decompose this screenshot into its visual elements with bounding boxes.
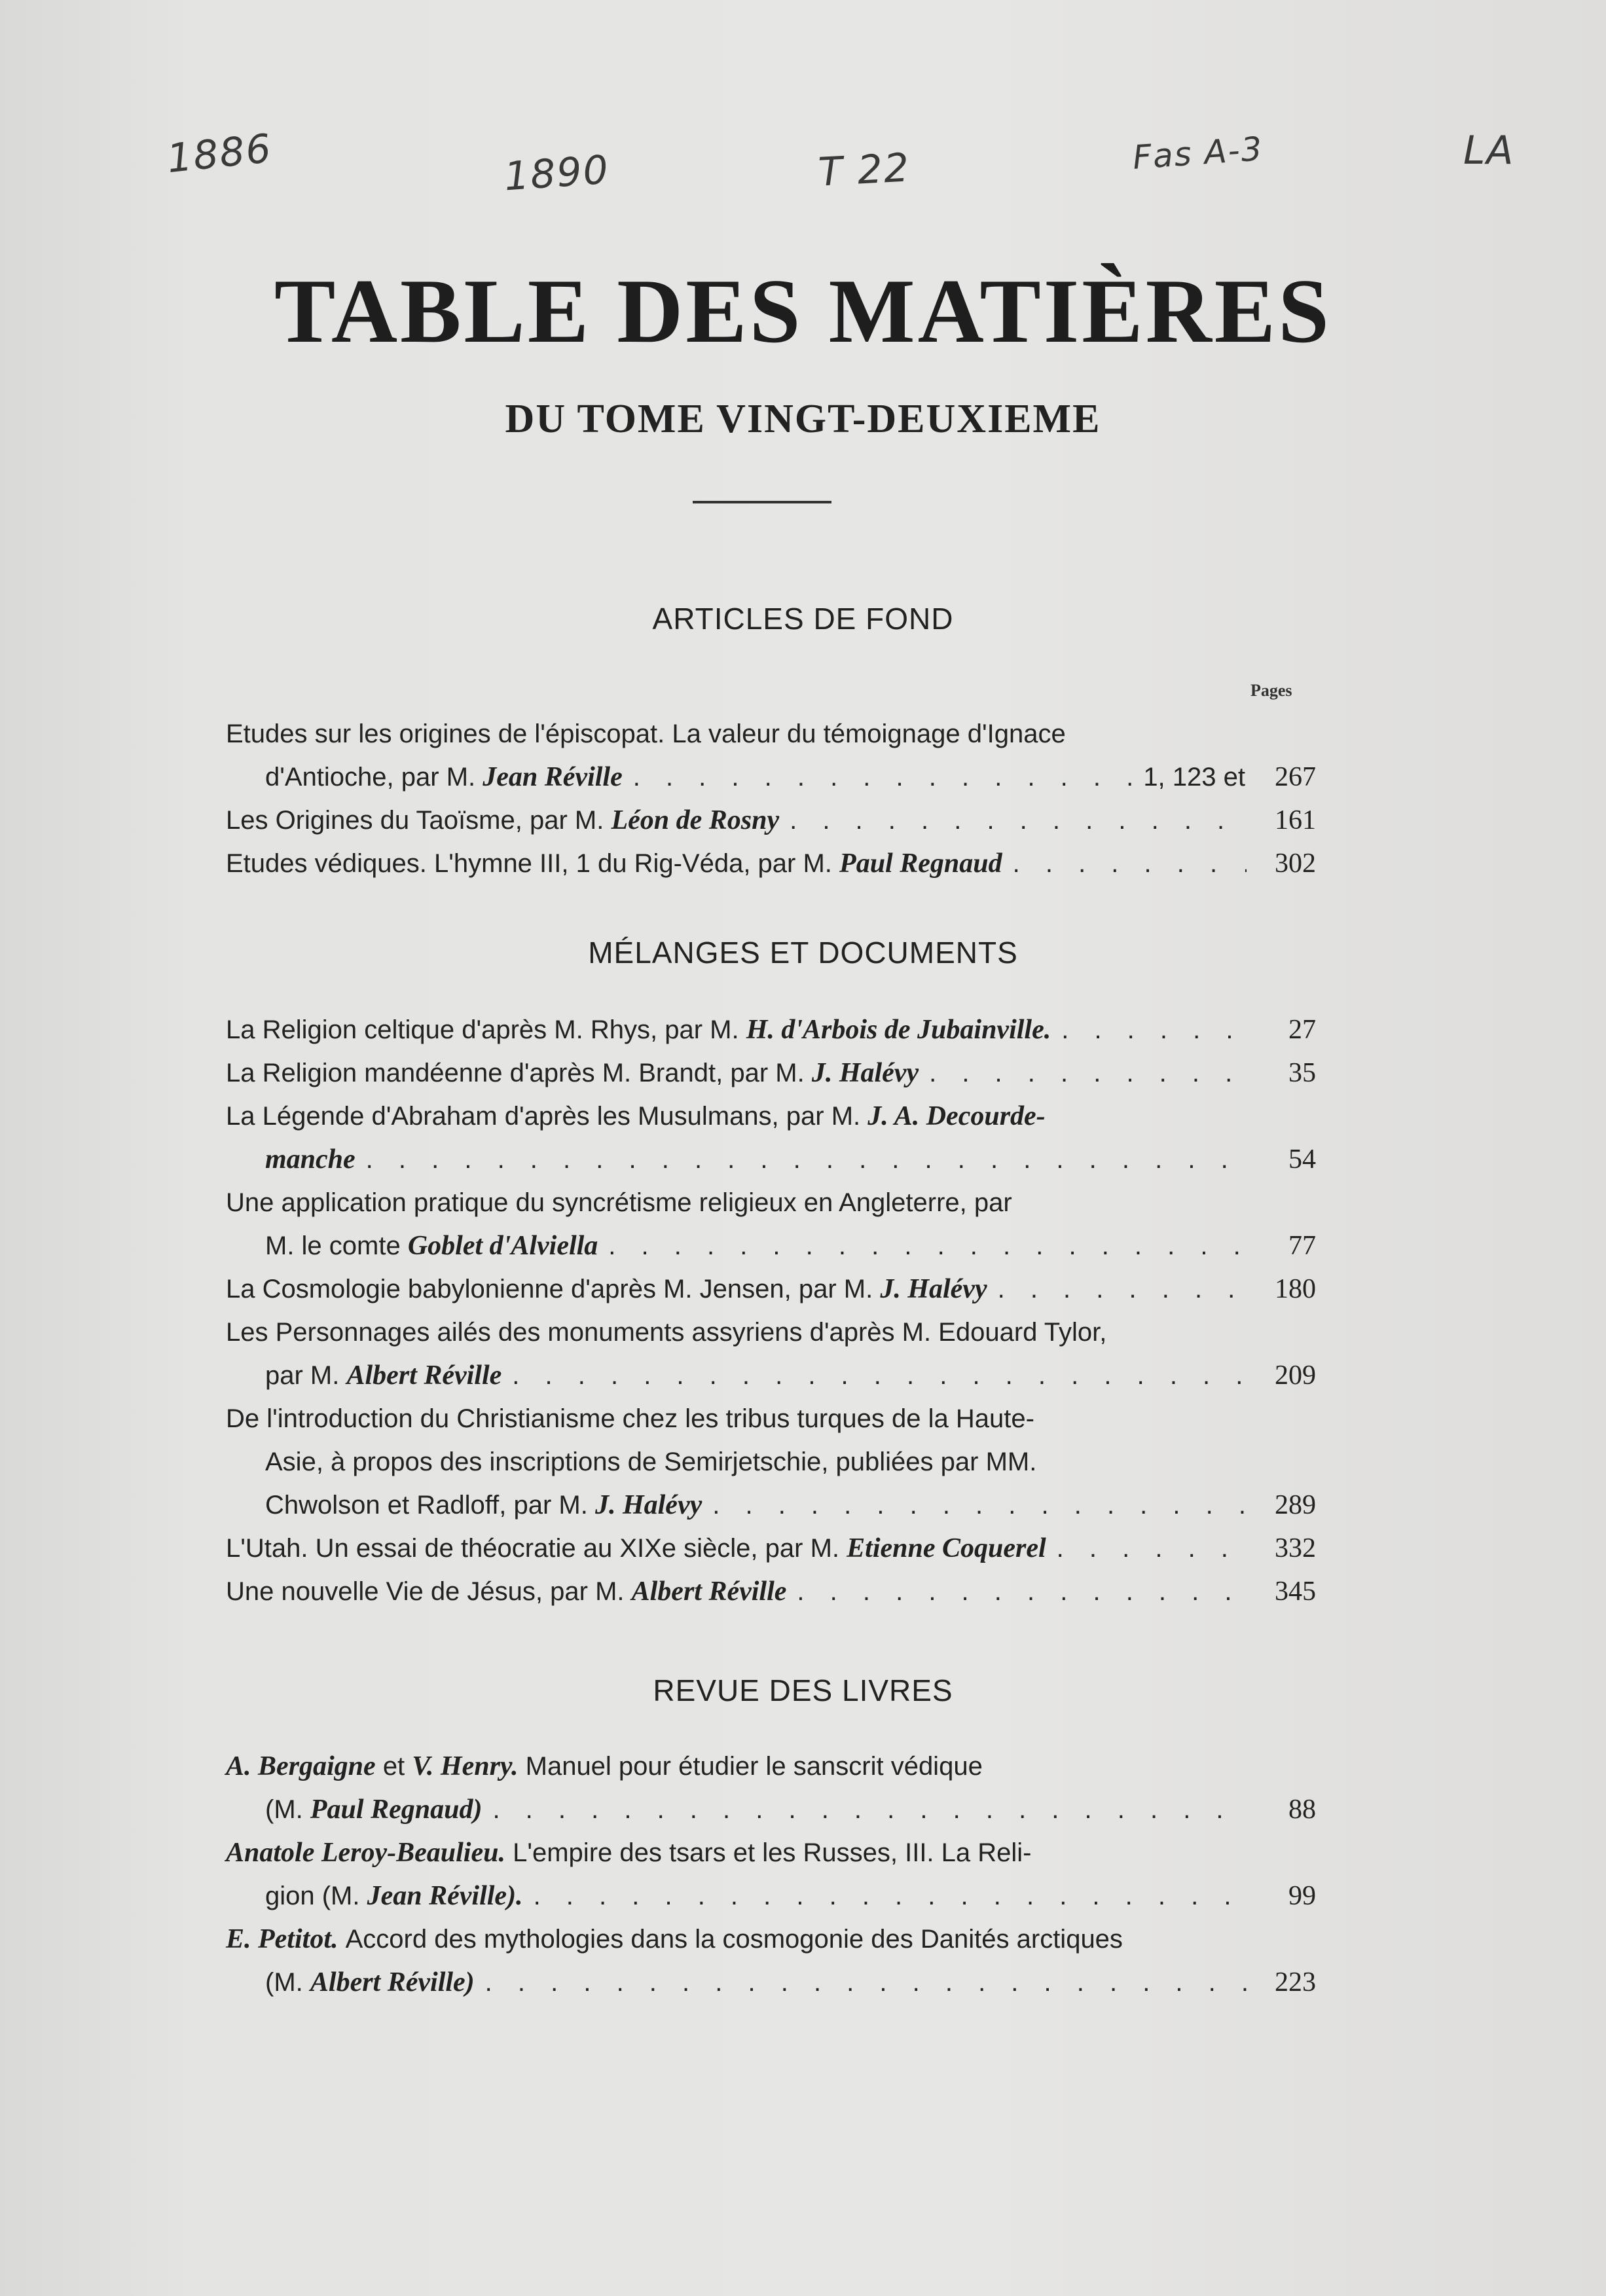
entry-title: L'Utah. Un essai de théocratie au XIXe siècle, par M. xyxy=(226,1534,840,1563)
page-subtitle: DU TOME VINGT-DEUXIEME xyxy=(505,397,1101,441)
entry-page-number: 332 xyxy=(1275,1533,1316,1563)
toc-entry xyxy=(226,1181,1316,1267)
entry-line xyxy=(226,1008,1316,1051)
toc-entry xyxy=(226,799,1316,842)
entry-title: La Légende d'Abraham d'après les Musulmans, par M. xyxy=(226,1102,861,1131)
entry-book-author: A. Bergaigne xyxy=(226,1751,376,1781)
entry-title: Etudes sur les origines de l'épiscopat. La valeur du témoignage d'Ignace xyxy=(226,720,1066,748)
entry-line xyxy=(226,1918,1316,1961)
entry-book-author: E. Petitot. xyxy=(226,1924,338,1954)
toc-entry xyxy=(226,1745,1316,1831)
entry-line xyxy=(226,1570,1316,1613)
entry-author: Jean Réville xyxy=(483,762,623,792)
toc-entry xyxy=(226,842,1316,885)
handwritten-note-2: 1890 xyxy=(502,147,611,200)
entry-conjunction: et xyxy=(382,1752,405,1781)
entry-line xyxy=(226,756,1316,799)
entry-line xyxy=(226,1267,1316,1311)
dot-leader xyxy=(790,799,1247,842)
entry-title: De l'introduction du Christianisme chez les tribus turques de la Haute- xyxy=(226,1404,1034,1433)
dot-leader xyxy=(1013,842,1247,885)
entry-title: Une application pratique du syncrétisme religieux en Angleterre, par xyxy=(226,1188,1012,1217)
entry-line xyxy=(226,1224,1316,1267)
entry-text: Asie, à propos des inscriptions de Semirjetschie, publiées par MM. xyxy=(265,1448,1037,1476)
handwritten-note-1: 1886 xyxy=(164,125,274,183)
dot-leader xyxy=(998,1267,1247,1311)
dot-leader xyxy=(534,1874,1247,1918)
articles-list xyxy=(226,712,1316,885)
entry-book-author: V. Henry. xyxy=(412,1751,519,1781)
entry-text: d'Antioche, par M. xyxy=(265,763,476,792)
entry-reviewer: Jean Réville). xyxy=(367,1881,523,1911)
entry-page-number: 302 xyxy=(1275,848,1316,879)
entry-line xyxy=(226,1484,1316,1527)
entry-page-number: 267 xyxy=(1275,762,1316,792)
entry-author: Albert Réville xyxy=(346,1360,502,1391)
toc-entry xyxy=(226,1267,1316,1311)
dot-leader xyxy=(712,1484,1247,1527)
section-title-revue: REVUE DES LIVRES xyxy=(653,1673,953,1707)
section-title-melanges: MÉLANGES ET DOCUMENTS xyxy=(588,936,1018,970)
entry-title: La Religion mandéenne d'après M. Brandt, par M. xyxy=(226,1059,805,1087)
entry-line xyxy=(226,1788,1316,1831)
entry-text: par M. xyxy=(265,1361,340,1390)
entry-line xyxy=(226,712,1316,756)
dot-leader xyxy=(366,1138,1247,1181)
entry-line xyxy=(226,1961,1316,2004)
toc-entry xyxy=(226,1397,1316,1527)
entry-title: Les Origines du Taoïsme, par M. xyxy=(226,806,604,835)
entry-page-number: 54 xyxy=(1288,1144,1316,1175)
entry-text: gion (M. xyxy=(265,1882,360,1910)
entry-author: J. Halévy xyxy=(594,1490,703,1520)
entry-line xyxy=(226,1874,1316,1918)
handwritten-note-4: Fas A-3 xyxy=(1131,130,1265,177)
entry-page-number: 99 xyxy=(1288,1881,1316,1911)
toc-entry xyxy=(226,1051,1316,1095)
entry-title: Manuel pour étudier le sanscrit védique xyxy=(525,1752,983,1781)
entry-author: manche xyxy=(265,1144,356,1175)
dot-leader xyxy=(797,1570,1247,1613)
entry-page-number: 289 xyxy=(1275,1490,1316,1520)
entry-line xyxy=(226,1745,1316,1788)
entry-reviewer: Paul Regnaud) xyxy=(310,1795,483,1825)
entry-line xyxy=(226,1311,1316,1354)
entry-page-number: 35 xyxy=(1288,1058,1316,1088)
entry-title: Accord des mythologies dans la cosmogonie des Danités arctiques xyxy=(345,1925,1123,1954)
revue-list xyxy=(226,1745,1316,2004)
handwritten-note-3: T 22 xyxy=(817,145,911,196)
entry-title: La Cosmologie babylonienne d'après M. Jensen, par M. xyxy=(226,1275,873,1303)
toc-entry xyxy=(226,1570,1316,1613)
title-divider xyxy=(693,501,831,503)
entry-page-number: 209 xyxy=(1275,1360,1316,1391)
entry-author: J. Halévy xyxy=(880,1274,987,1304)
entry-page-number: 345 xyxy=(1275,1576,1316,1607)
toc-entry xyxy=(226,1311,1316,1397)
toc-entry xyxy=(226,712,1316,799)
entry-line xyxy=(226,1354,1316,1397)
entry-author: Albert Réville xyxy=(631,1576,787,1607)
dot-leader xyxy=(929,1051,1247,1095)
entry-text: M. le comte xyxy=(265,1231,401,1260)
dot-leader xyxy=(608,1224,1247,1267)
entry-title: Les Personnages ailés des monuments assyriens d'après M. Edouard Tylor, xyxy=(226,1318,1107,1347)
entry-page-number: 27 xyxy=(1288,1015,1316,1045)
entry-author: Paul Regnaud xyxy=(839,848,1002,879)
entry-line xyxy=(226,1527,1316,1570)
entry-author: H. d'Arbois de Jubainville. xyxy=(746,1015,1051,1045)
entry-line xyxy=(226,1051,1316,1095)
entry-page-number: 180 xyxy=(1275,1274,1316,1304)
dot-leader xyxy=(492,1788,1247,1831)
entry-line xyxy=(226,799,1316,842)
page-title: TABLE DES MATIÈRES xyxy=(274,261,1332,362)
entry-text: Chwolson et Radloff, par M. xyxy=(265,1491,588,1520)
dot-leader xyxy=(633,756,1133,799)
entry-title: L'empire des tsars et les Russes, III. La Reli- xyxy=(513,1838,1032,1867)
entry-page-number: 77 xyxy=(1288,1231,1316,1261)
toc-entry xyxy=(226,1008,1316,1051)
entry-line xyxy=(226,1181,1316,1224)
dot-leader xyxy=(1057,1527,1247,1570)
entry-line xyxy=(226,1095,1316,1138)
entry-page-number: 88 xyxy=(1288,1795,1316,1825)
entry-line xyxy=(226,1138,1316,1181)
entry-line xyxy=(226,1397,1316,1440)
entry-line xyxy=(226,842,1316,885)
entry-title: Une nouvelle Vie de Jésus, par M. xyxy=(226,1577,625,1606)
dot-leader xyxy=(1061,1008,1247,1051)
handwritten-note-5: LA xyxy=(1463,128,1515,173)
entry-title: Etudes védiques. L'hymne III, 1 du Rig-Véda, par M. xyxy=(226,849,832,878)
entry-author: J. Halévy xyxy=(811,1058,919,1088)
entry-reviewer: Albert Réville) xyxy=(310,1967,475,1997)
pages-column-label: Pages xyxy=(1250,681,1292,700)
toc-entry xyxy=(226,1831,1316,1918)
section-title-articles: ARTICLES DE FOND xyxy=(652,602,954,636)
entry-author: Léon de Rosny xyxy=(611,805,780,835)
entry-book-author: Anatole Leroy-Beaulieu. xyxy=(226,1838,505,1868)
entry-text: (M. xyxy=(265,1795,303,1824)
entry-author: Etienne Coquerel xyxy=(847,1533,1046,1563)
melanges-list xyxy=(226,1008,1316,1613)
entry-author: Goblet d'Alviella xyxy=(407,1231,598,1261)
dot-leader xyxy=(485,1961,1247,2004)
dot-leader xyxy=(512,1354,1247,1397)
toc-entry xyxy=(226,1527,1316,1570)
entry-line xyxy=(226,1440,1316,1484)
entry-text: (M. xyxy=(265,1968,303,1997)
entry-author: J. A. Decourde- xyxy=(867,1101,1046,1131)
entry-page-number: 161 xyxy=(1275,805,1316,835)
toc-entry xyxy=(226,1918,1316,2004)
entry-title: La Religion celtique d'après M. Rhys, par M. xyxy=(226,1015,739,1044)
entry-page-number: 223 xyxy=(1275,1967,1316,1997)
entry-line xyxy=(226,1831,1316,1874)
toc-entry xyxy=(226,1095,1316,1181)
entry-page-prefix: 1, 123 et xyxy=(1143,763,1245,792)
